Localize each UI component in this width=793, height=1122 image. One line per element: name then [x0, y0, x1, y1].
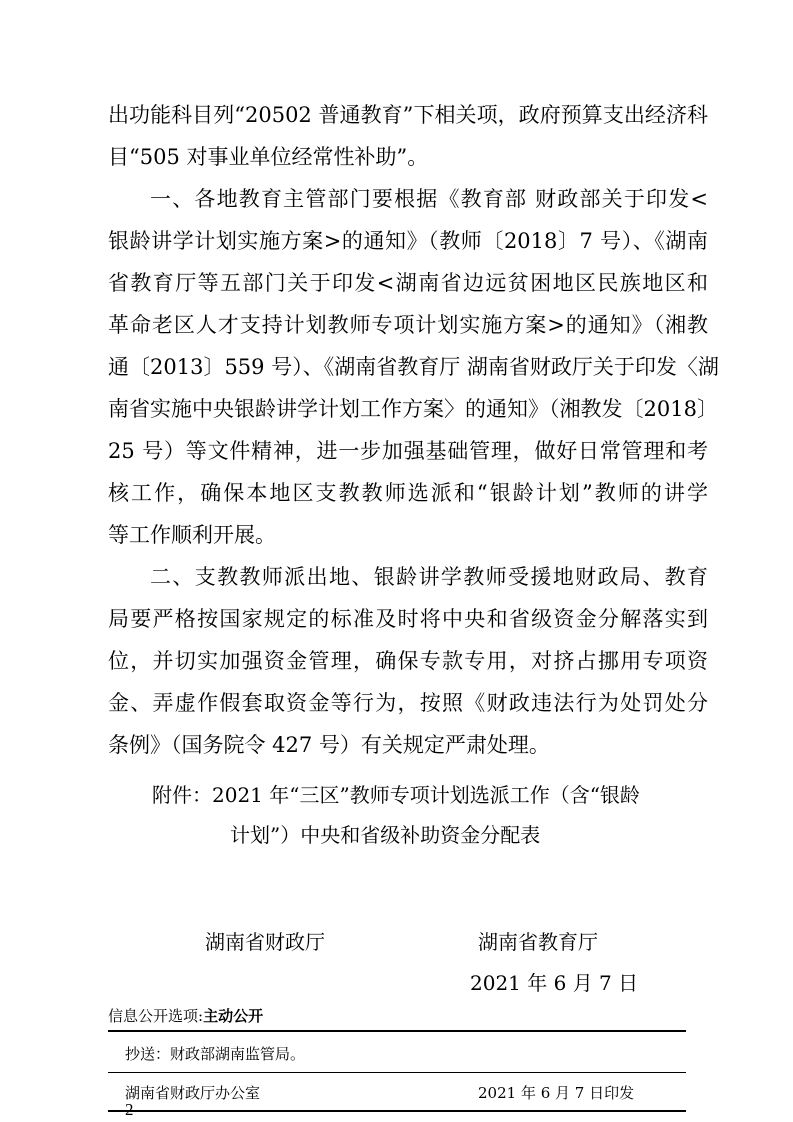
body-line-13: 局要严格按国家规定的标准及时将中央和省级资金分解落实到	[108, 607, 708, 631]
attachment-line-2: 计划”）中央和省级补助资金分配表	[230, 823, 541, 847]
cc-line: 抄送：财政部湖南监管局。	[125, 1045, 306, 1063]
disclosure-option	[108, 1006, 263, 1026]
body-line-7: 通〔2013〕559 号）、《湖南省教育厅 湖南省财政厅关于印发〈湖	[108, 355, 719, 379]
issuing-office: 湖南省财政厅办公室	[125, 1084, 261, 1102]
footer-rule-top	[108, 1030, 686, 1032]
body-line-11: 等工作顺利开展。	[108, 523, 276, 547]
body-line-14: 位，并切实加强资金管理，确保专款专用，对挤占挪用专项资	[108, 649, 708, 673]
attachment-line-1: 附件：2021 年“三区”教师专项计划选派工作（含“银龄	[152, 783, 640, 807]
issuer-education-dept: 湖南省教育厅	[478, 930, 598, 954]
disclosure-value: 主动公开	[203, 1007, 264, 1025]
page-number: —2—	[108, 1100, 151, 1119]
signature-date: 2021 年 6 月 7 日	[470, 971, 639, 995]
body-line-1: 出功能科目列“20502 普通教育”下相关项，政府预算支出经济科	[108, 103, 708, 127]
body-line-3: 一、各地教育主管部门要根据《教育部 财政部关于印发<	[150, 187, 708, 211]
print-date: 2021 年 6 月 7 日印发	[478, 1084, 635, 1102]
body-line-5: 省教育厅等五部门关于印发<湖南省边远贫困地区民族地区和	[108, 271, 708, 295]
issuer-finance-dept: 湖南省财政厅	[205, 930, 325, 954]
disclosure-label: 信息公开选项:	[108, 1007, 204, 1025]
body-line-10: 核工作，确保本地区支教教师选派和“银龄计划”教师的讲学	[108, 481, 708, 505]
body-line-16: 条例》（国务院令 427 号）有关规定严肃处理。	[108, 733, 550, 757]
body-line-8: 南省实施中央银龄讲学计划工作方案〉的通知》（湘教发〔2018〕	[108, 397, 718, 421]
body-line-4: 银龄讲学计划实施方案>的通知》（教师〔2018〕7 号）、《湖南	[108, 229, 708, 253]
body-line-15: 金、弄虚作假套取资金等行为，按照《财政违法行为处罚处分	[108, 691, 708, 715]
footer-rule-middle	[108, 1072, 686, 1073]
footer-rule-bottom	[108, 1110, 686, 1112]
body-line-12: 二、支教教师派出地、银龄讲学教师受援地财政局、教育	[150, 565, 708, 589]
body-line-9: 25 号）等文件精神，进一步加强基础管理，做好日常管理和考	[108, 439, 708, 463]
body-line-2: 目“505 对事业单位经常性补助”。	[108, 145, 429, 169]
body-line-6: 革命老区人才支持计划教师专项计划实施方案>的通知》（湘教	[108, 313, 708, 337]
